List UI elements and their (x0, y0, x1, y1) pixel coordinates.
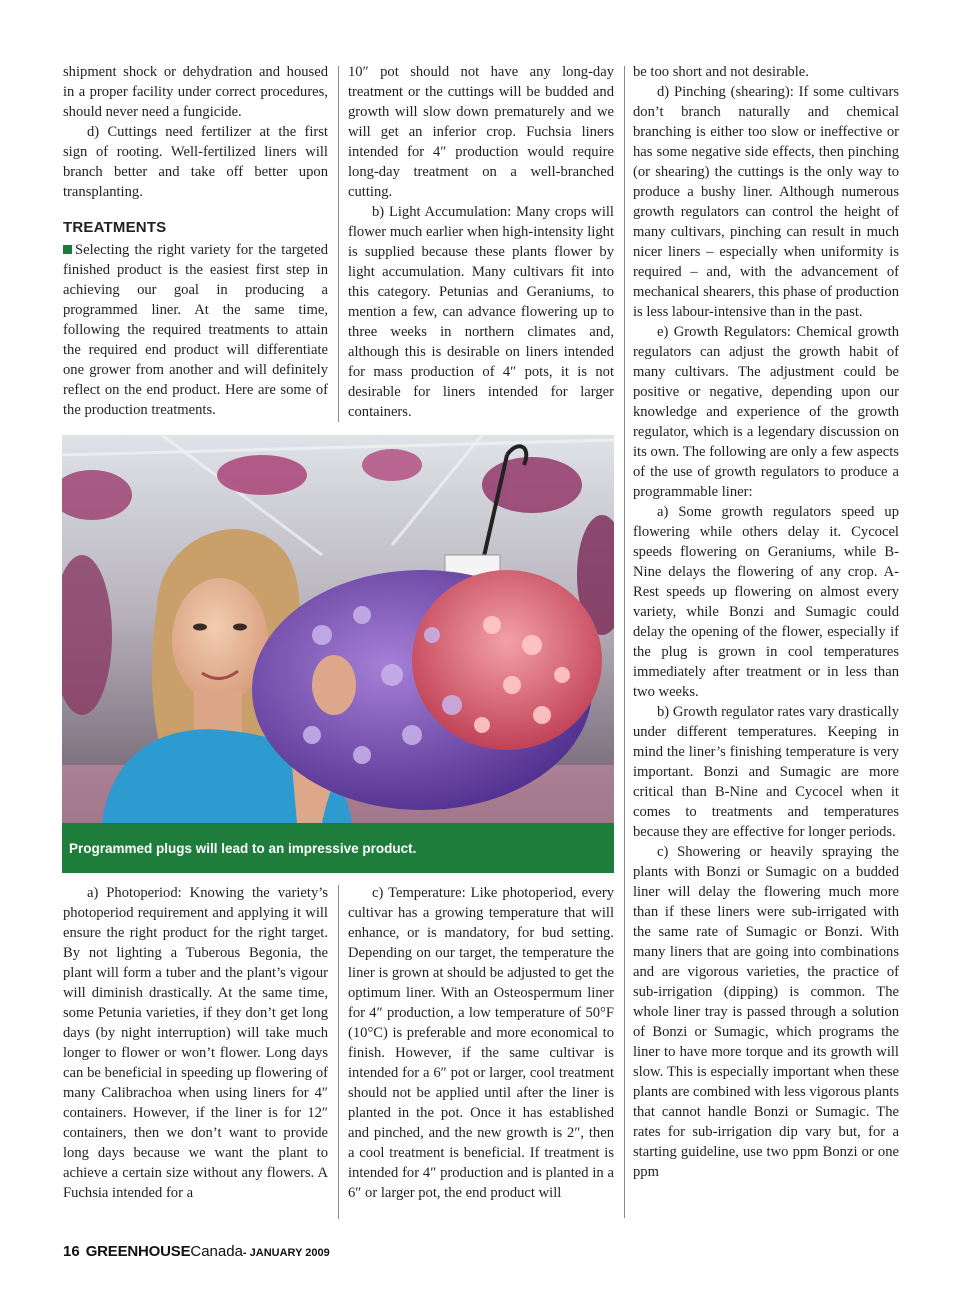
section-heading: TREATMENTS (63, 219, 167, 236)
column-3 (633, 62, 899, 1182)
column-2-top (348, 62, 614, 422)
page-footer (63, 1243, 330, 1260)
photo-caption: Programmed plugs will lead to an impressive product. (62, 823, 614, 873)
paragraph: 10″ pot should not have any long-day treatment or the cuttings will be budded and growth will slow down prematurely and we will get an inferior crop. Fuchsia liners intended for 4″ production would require long-day treatment on a well-branched cutting. (348, 64, 614, 200)
paragraph: b) Growth regulator rates vary drastically under different temperatures. Keeping in mind the liner’s finishing temperature is very important. Bonzi and Sumagic are more critical than B-Nine and Cycocel when it comes to treatments and temperatures because they are effective for longer periods. (633, 704, 899, 840)
magazine-name-bold: GREENHOUSE (85, 1243, 191, 1260)
paragraph: a) Photoperiod: Knowing the variety’s photoperiod requirement and applying it will ensure the right product for the right target. By not lighting a Tuberous Begonia, the plant will form a tuber and the plant’s vigour will diminish drastically. At the same time, some Petunia varieties, if they don’t get long days (by night interruption) will take much longer to flower or won’t flower. Long days can be beneficial in speeding up flowering of many Calibrachoa when using liners for 4″ containers. However, if the liner is for 12″ containers, then we don’t want to provide long days because we want the plant to achieve a certain size without any flowers. A Fuchsia intended for a (63, 885, 328, 1201)
paragraph: be too short and not desirable. (633, 64, 809, 80)
column-1-top (63, 62, 328, 420)
paragraph-with-bullet (63, 240, 328, 420)
article-photo (62, 435, 614, 823)
paragraph: b) Light Accumulation: Many crops will flower much earlier when high-intensity light is supplied because these plants flower by light accumulation. Many cultivars fit into this category. Petunias and Geraniums, to mention a few, can advance flowering up to three weeks in northern climates and, although this is desirable on liners intended for mass production of 4″ pots, it is not desirable for liners intended for larger containers. (348, 204, 614, 420)
column-divider (338, 66, 339, 422)
paragraph-text: Selecting the right variety for the targeted finished product is the easiest first step in achieving our goal in producing a programmed liner. At the same time, following the required treatments to attain the required end product will differentiate one grower from another and will definitely reflect on the end product. Here are some of the production treatments. (63, 242, 328, 418)
paragraph: a) Some growth regulators speed up flowering while others delay it. Cycocel speeds flowering on Geraniums, while B-Nine delays the flowering of any crop. A-Rest speeds up flowering on almost every variety, while Bonzi and Sumagic could delay the opening of the flower, especially if the plug is grown in cool temperatures immediately after treatment or in less than two weeks. (633, 504, 899, 700)
paragraph: shipment shock or dehydration and housed in a proper facility under correct procedures, should never need a fungicide. (63, 64, 328, 120)
issue-date: - JANUARY 2009 (242, 1247, 330, 1259)
column-1-bottom (63, 883, 328, 1203)
paragraph: c) Temperature: Like photoperiod, every cultivar has a growing temperature that will enhance, or is mandatory, for bud setting. Depending on our target, the temperature the liner is grown at should be adjusted to get the optimum liner. With an Osteospermum liner for 4″ production, a low temperature of 50°F (10°C) is preferable and more economical to finish. However, if the same cultivar is intended for a 6″ pot or larger, cool treatment should not be applied until after the liner is planted in the pot. Once it has established and pinched, and the new growth is 2″, then a cool treatment is beneficial. If treatment is intended for 4″ production and is planted in a 6″ or larger pot, the end product will (348, 885, 614, 1201)
page-number: 16 (63, 1243, 80, 1260)
square-bullet-icon (63, 245, 72, 254)
paragraph: e) Growth Regulators: Chemical growth regulators can adjust the growth habit of many cultivars. The adjustment could be positive or negative, depending upon our knowledge and experience of the growth regulator, which is a legendary discussion on its own. The following are only a few aspects of the use of growth regulators to produce a programmable liner: (633, 324, 899, 500)
paragraph: d) Cuttings need fertilizer at the first sign of rooting. Well-fertilized liners will branch better and take off better upon transplanting. (63, 124, 328, 200)
paragraph: c) Showering or heavily spraying the plants with Bonzi or Sumagic on a budded liner will delay the flowering much more than if these liners were sub-irrigated with the same rate of Sumagic or Bonzi. With many liners that are going into combinations and are vigorous varieties, the practice of sub-irrigation (dipping) is common. The whole liner tray is passed through a solution of Bonzi or Sumagic, which programs the liner to have more torque and its growth will slow. This is especially important when these plants are combined with less vigorous plants that cannot handle Bonzi or Sumagic. The rates for sub-irrigation dip vary but, for a starting guideline, use two ppm Bonzi or one ppm (633, 844, 899, 1180)
column-divider (338, 885, 339, 1219)
magazine-name-light: Canada (190, 1243, 243, 1260)
column-2-bottom (348, 883, 614, 1203)
column-divider (624, 66, 625, 1218)
paragraph: d) Pinching (shearing): If some cultivars don’t branch naturally and chemical branching is either too slow or ineffective or has some negative side effects, then pinching (or shearing) the cuttings is the only way to produce a bushy liner. Although numerous growth regulators can control the height of many cultivars, pinching can result in much nicer liners – especially when uniformity is required – and, with the advancement of mechanical shearers, this phase of production is less labour-intensive than in the past. (633, 84, 899, 320)
